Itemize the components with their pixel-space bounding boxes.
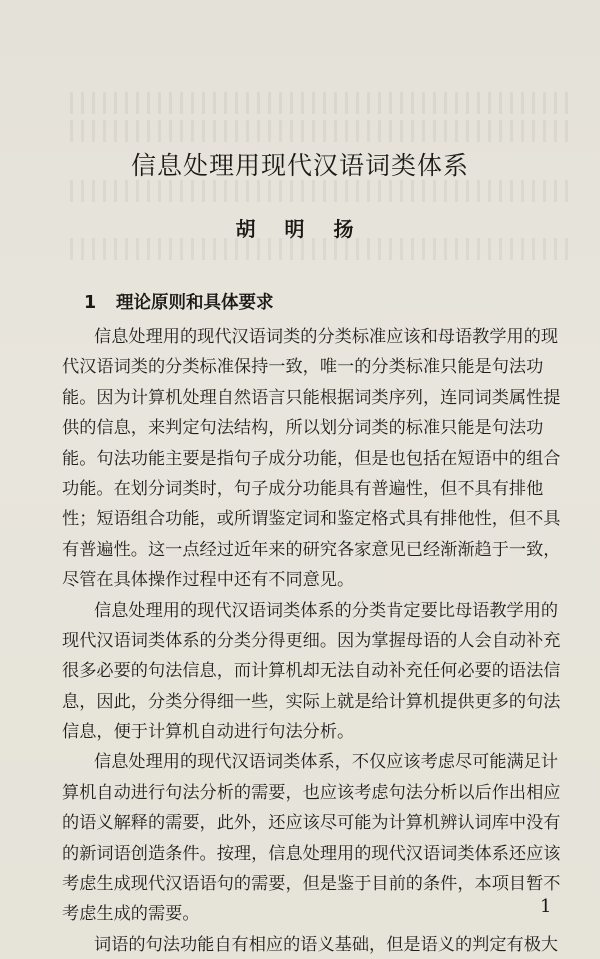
- show-through-text: [70, 180, 570, 202]
- text-line: 代汉语词类的分类标准保持一致，唯一的分类标准只能是句法功: [62, 357, 544, 378]
- paragraph-1: [62, 322, 582, 596]
- text-line: 的新词语创造条件。按理，信息处理用的现代汉语词类体系还应该: [62, 843, 561, 864]
- author-name: 胡 明 扬: [235, 217, 365, 241]
- text-line: 能。因为计算机处理自然语言只能根据词类序列，连同词类属性提: [62, 387, 561, 408]
- text-line: 尽管在具体操作过程中还有不同意见。: [62, 570, 355, 591]
- text-line: 信息处理用的现代汉语词类的分类标准应该和母语教学用的现: [94, 327, 559, 347]
- section-number: 1: [84, 293, 97, 313]
- text-line: 息，因此，分类分得细一些，实际上就是给计算机提供更多的句法: [62, 691, 561, 712]
- text-line: 算机自动进行句法分析的需要，也应该考虑句法分析以后作出相应: [62, 782, 561, 803]
- text-line: 考虑生成现代汉语语句的需要，但是鉴于目前的条件，本项目暂不: [62, 874, 561, 895]
- text-line: 能。句法功能主要是指句子成分功能，但是也包括在短语中的组合: [62, 448, 561, 469]
- text-line: 功能。在划分词类时，句子成分功能具有普遍性，但不具有排他: [62, 478, 544, 499]
- text-line: 供的信息，来判定句法结构，所以划分词类的标准只能是句法功: [62, 418, 544, 439]
- page-number: 1: [540, 896, 552, 917]
- paragraph-4: [62, 930, 582, 959]
- section-heading: [84, 289, 274, 314]
- paragraph-2: [62, 596, 582, 748]
- show-through-text: [70, 120, 570, 142]
- show-through-text: [70, 92, 570, 114]
- text-line: 信息，便于计算机自动进行句法分析。: [62, 722, 355, 743]
- text-line: 现代汉语词类体系的分类分得更细。因为掌握母语的人会自动补充: [62, 630, 561, 651]
- text-line: 性；短语组合功能，或所谓鉴定词和鉴定格式具有排他性，但不具: [62, 509, 561, 530]
- text-line: 词语的句法功能自有相应的语义基础，但是语义的判定有极大: [94, 934, 559, 955]
- body-text: [62, 322, 582, 959]
- article-title: 信息处理用现代汉语词类体系: [130, 151, 469, 180]
- section-title: 理论原则和具体要求: [116, 293, 274, 313]
- paragraph-3: [62, 747, 582, 929]
- text-line: 有普遍性。这一点经过近年来的研究各家意见已经渐渐趋于一致，: [62, 539, 561, 560]
- text-line: 信息处理用的现代汉语词类体系的分类肯定要比母语教学用的: [94, 600, 559, 621]
- text-line: 信息处理用的现代汉语词类体系，不仅应该考虑尽可能满足计: [94, 752, 559, 773]
- text-line: 很多必要的句法信息，而计算机却无法自动补充任何必要的语法信: [62, 661, 561, 682]
- text-line: 考虑生成的需要。: [62, 904, 200, 925]
- text-line: 的语义解释的需要，此外，还应该尽可能为计算机辨认词库中没有: [62, 813, 561, 834]
